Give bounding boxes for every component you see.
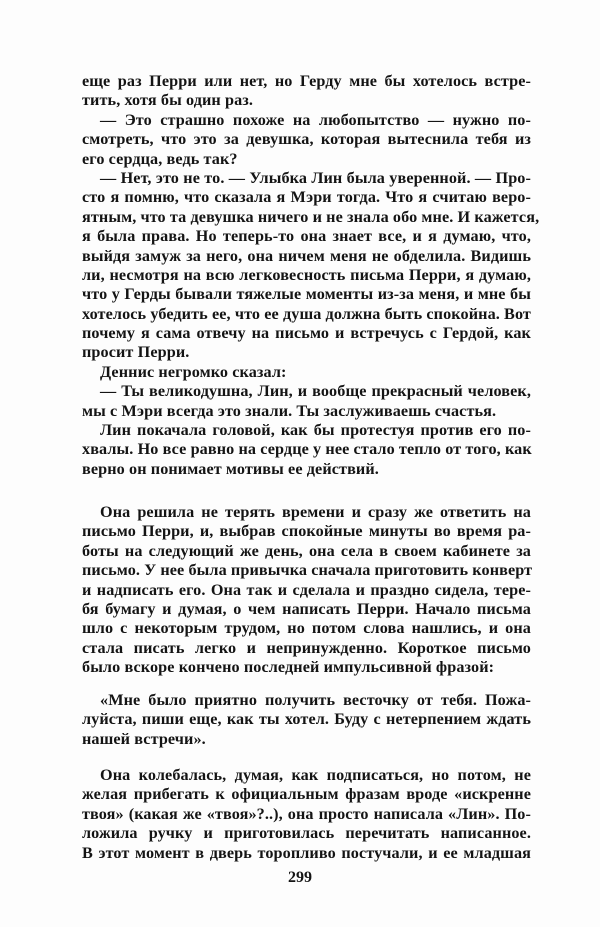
text-line: еще раз Перри или нет, но Герду мне бы хотелось встре- <box>82 72 531 90</box>
text-line: что у Герды бывали тяжелые моменты из-за меня, и мне бы <box>82 285 531 304</box>
text-block-dialogue <box>82 72 540 479</box>
text-line: ли, несмотря на всю легковесность письма Перри, я думаю, <box>82 265 531 284</box>
text-line: выйдя замуж за него, она ничем меня не обделила. Видишь <box>82 246 531 265</box>
text-line: сто я помню, что сказала я Мэри тогда. Что я считаю веро- <box>82 188 531 207</box>
text-line: смотреть, что это за девушка, которая вытеснила тебя из <box>82 130 531 149</box>
text-line: ложила ручку и приготовилась перечитать написанное. <box>82 824 531 843</box>
text-line: письмо Перри, и, выбрав спокойные минуты во время ра- <box>82 522 531 541</box>
text-block-letter-writing <box>82 503 531 678</box>
text-line: ятным, что та девушка ничего и не знала обо мне. И кажется, <box>82 207 540 226</box>
text-line: хвалы. Но все равно на сердце у нее стало тепло от того, как <box>82 440 532 459</box>
text-line: было вскоре кончено последней импульсивной фразой: <box>82 658 495 677</box>
text-line: В этот момент в дверь торопливо постучали, и ее младшая <box>82 843 531 862</box>
paragraph <box>82 363 531 382</box>
paragraph <box>82 168 540 363</box>
page-number: 299 <box>288 869 312 886</box>
paragraph <box>82 421 531 479</box>
letter-quote <box>82 691 531 749</box>
text-line: его сердца, ведь так? <box>82 149 238 168</box>
text-line: я была права. Но теперь-то она знает все, и я думаю, что, <box>82 227 531 246</box>
text-block-signing <box>82 766 531 863</box>
text-line: просит Перри. <box>82 343 190 362</box>
text-line: луйста, пиши еще, как ты хотел. Буду с нетерпением ждать <box>82 710 531 729</box>
text-line: хотелось убедить ее, что ее душа должна быть спокойна. Вот <box>82 304 531 323</box>
text-line: шло с некоторым трудом, но потом слова нашлись, и она <box>82 619 531 638</box>
text-line: тить, хотя бы один раз. <box>82 91 254 110</box>
text-line: — Ты великодушна, Лин, и вообще прекрасный человек, <box>100 382 531 401</box>
text-line: и надписать его. Она так и сделала и праздно сидела, тере- <box>82 580 531 599</box>
text-line: нашей встречи». <box>82 729 206 748</box>
text-line: Она колебалась, думая, как подписаться, но потом, не <box>100 766 531 784</box>
text-line: письмо. У нее была привычка сначала приготовить конверт <box>82 561 533 580</box>
paragraph <box>82 382 531 421</box>
text-line: Лин покачала головой, как бы протестуя против его по- <box>100 421 531 440</box>
paragraph <box>82 503 531 678</box>
text-line: верно он понимает мотивы ее действий. <box>82 459 379 478</box>
text-line: твоя» (какая же «твоя»?..), она просто написала «Лин». По- <box>82 804 531 823</box>
paragraph <box>82 72 531 111</box>
text-line: желая прибегать к официальным фразам вроде «искренне <box>82 785 531 804</box>
text-line: бя бумагу и думая, о чем написать Перри. Начало письма <box>82 599 531 618</box>
text-line: — Это страшно похоже на любопытство — нужно по- <box>100 110 531 129</box>
text-line: «Мне было приятно получить весточку от тебя. Пожа- <box>100 691 531 709</box>
text-line: — Нет, это не то. — Улыбка Лин была уверенной. — Про- <box>100 168 531 187</box>
text-line: почему я сама отвечу на письмо и встречусь с Гердой, как <box>82 324 531 343</box>
paragraph <box>82 691 531 749</box>
text-line: боты на следующий же день, она села в своем кабинете за <box>82 541 531 560</box>
text-line: стала писать легко и непринужденно. Короткое письмо <box>82 638 531 657</box>
text-line: Она решила не терять времени и сразу же ответить на <box>100 503 531 521</box>
text-line: Деннис негромко сказал: <box>100 362 287 381</box>
paragraph <box>82 111 531 169</box>
text-line: мы с Мэри всегда это знали. Ты заслуживаешь счастья. <box>82 401 497 420</box>
paragraph <box>82 766 531 863</box>
